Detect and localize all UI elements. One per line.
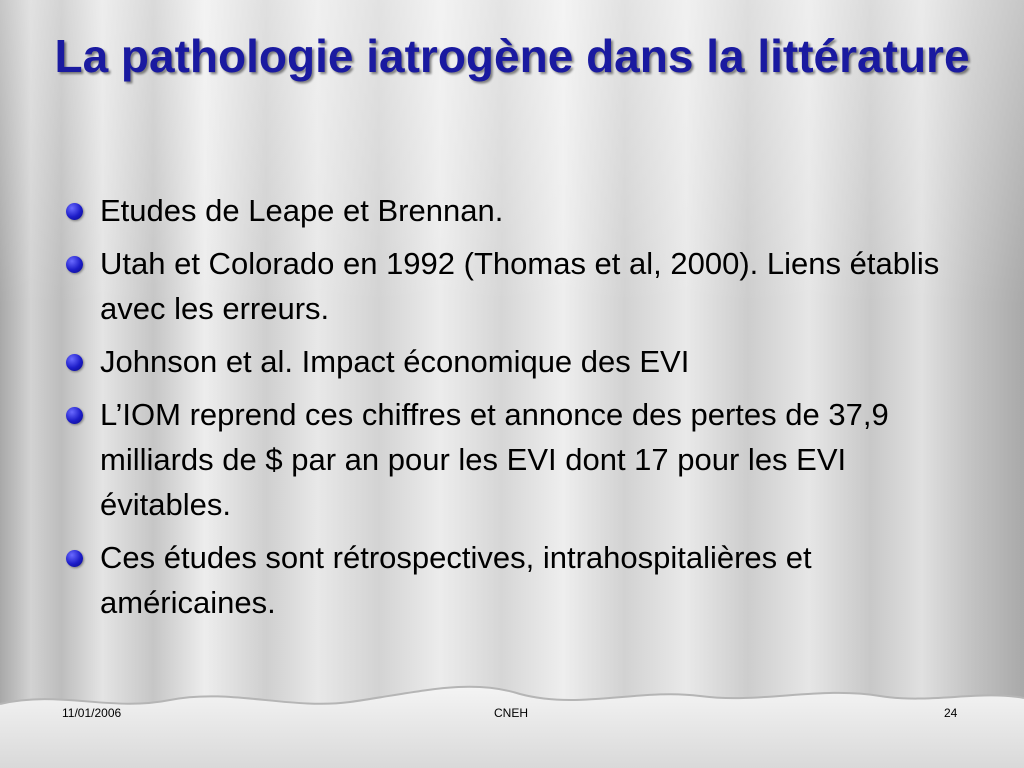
- bullet-text: Etudes de Leape et Brennan.: [100, 193, 504, 228]
- bullet-text: Utah et Colorado en 1992 (Thomas et al, 2000). Liens établis avec les erreurs.: [100, 246, 940, 326]
- bullet-icon: [66, 256, 83, 273]
- bullet-icon: [66, 407, 83, 424]
- bullet-item: [62, 535, 982, 625]
- bullet-icon: [66, 203, 83, 220]
- bullet-item: [62, 188, 982, 233]
- slide-number: 24: [944, 706, 958, 720]
- bullet-item: [62, 339, 982, 384]
- footer-center-text: CNEH: [494, 706, 529, 720]
- bullet-text: Johnson et al. Impact économique des EVI: [100, 344, 690, 379]
- bullet-item: [62, 392, 982, 527]
- bullet-text: Ces études sont rétrospectives, intrahospitalières et américaines.: [100, 540, 812, 620]
- footer-date: 11/01/2006: [62, 706, 122, 720]
- bullet-icon: [66, 354, 83, 371]
- bullet-icon: [66, 550, 83, 567]
- slide-title: La pathologie iatrogène dans la littérature: [54, 30, 970, 82]
- bullet-item: [62, 241, 982, 331]
- bullet-text: L’IOM reprend ces chiffres et annonce des pertes de 37,9 milliards de $ par an pour les EVI dont 17 pour les EVI évitables.: [100, 397, 889, 522]
- bullet-list: [62, 188, 982, 633]
